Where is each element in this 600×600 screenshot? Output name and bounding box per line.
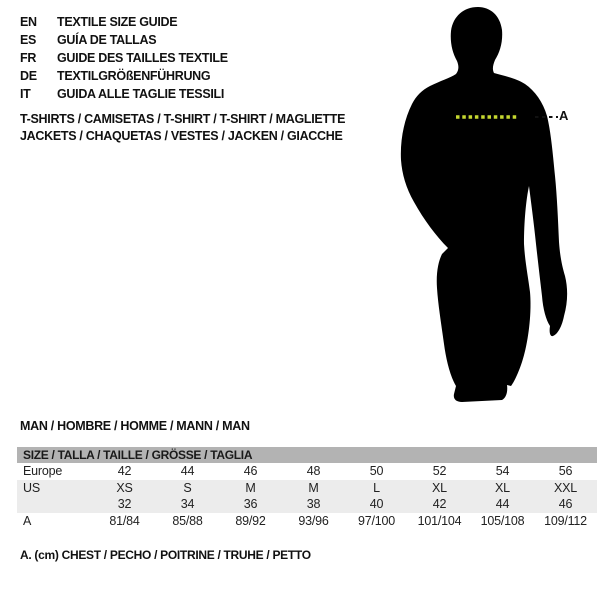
size-cell: 44	[495, 497, 510, 511]
language-row	[20, 31, 228, 49]
size-cell: 50	[369, 464, 384, 478]
man-silhouette-shape	[401, 7, 567, 402]
size-table	[17, 447, 597, 529]
measurement-footnote: A. (cm) CHEST / PECHO / POITRINE / TRUHE / PETTO	[20, 548, 311, 562]
section-title: MAN / HOMBRE / HOMME / MANN / MAN	[20, 419, 250, 433]
size-cell: S	[183, 480, 192, 495]
size-cell: XS	[116, 480, 133, 495]
size-cell: XL	[432, 480, 447, 495]
size-cell: XXL	[553, 480, 578, 495]
table-row	[17, 496, 597, 513]
category-list	[20, 111, 345, 145]
size-cell: M	[245, 480, 256, 495]
table-row	[17, 480, 597, 497]
language-row	[20, 13, 228, 31]
measurement-label-a: A	[559, 108, 569, 123]
size-cell: 89/92	[235, 513, 266, 528]
size-cell: 44	[180, 464, 195, 478]
size-cell: XL	[495, 480, 510, 495]
table-row	[17, 513, 597, 530]
row-label: A	[23, 513, 32, 528]
man-silhouette-figure	[392, 4, 572, 404]
size-cell: 81/84	[109, 513, 140, 528]
language-label: GUIDA ALLE TAGLIE TESSILI	[57, 87, 225, 101]
table-row	[17, 463, 597, 480]
size-cell: M	[308, 480, 319, 495]
size-table-rows	[17, 463, 597, 529]
size-cell: 54	[495, 464, 510, 478]
size-cell: 85/88	[172, 513, 203, 528]
language-row	[20, 85, 228, 103]
size-cell: 46	[243, 464, 258, 478]
row-label: US	[23, 480, 40, 495]
size-cell: 56	[558, 464, 573, 478]
language-row	[20, 67, 228, 85]
size-cell: 42	[432, 497, 447, 511]
language-label: GUÍA DE TALLAS	[57, 33, 157, 47]
size-cell: 46	[558, 497, 573, 511]
size-cell: 97/100	[357, 513, 396, 528]
row-label: Europe	[23, 464, 63, 478]
language-code: DE	[20, 69, 37, 83]
size-cell: 32	[117, 497, 132, 511]
size-cell: 48	[306, 464, 321, 478]
language-code: FR	[20, 51, 37, 65]
size-cell: 101/104	[417, 513, 462, 528]
language-code: ES	[20, 33, 37, 47]
size-cell: 105/108	[480, 513, 525, 528]
category-line: JACKETS / CHAQUETAS / VESTES / JACKEN / GIACCHE	[20, 129, 343, 143]
row-label	[17, 496, 93, 513]
language-row	[20, 49, 228, 67]
size-cell: 34	[180, 497, 195, 511]
size-cell: L	[373, 480, 380, 495]
language-list	[20, 13, 228, 103]
language-code: EN	[20, 15, 37, 29]
size-cell: 52	[432, 464, 447, 478]
category-line: T-SHIRTS / CAMISETAS / T-SHIRT / T-SHIRT / MAGLIETTE	[20, 112, 346, 126]
language-label: GUIDE DES TAILLES TEXTILE	[57, 51, 228, 65]
size-cell: 36	[243, 497, 258, 511]
size-cell: 42	[117, 464, 132, 478]
language-label: TEXTILGRÖßENFÜHRUNG	[57, 69, 211, 83]
man-silhouette	[392, 4, 572, 404]
size-table-header: SIZE / TALLA / TAILLE / GRÖSSE / TAGLIA	[17, 447, 597, 463]
language-code: IT	[20, 87, 31, 101]
size-cell: 93/96	[298, 513, 329, 528]
size-cell: 109/112	[544, 513, 587, 528]
size-cell: 38	[306, 497, 321, 511]
language-label: TEXTILE SIZE GUIDE	[57, 15, 178, 29]
size-cell: 40	[369, 497, 384, 511]
